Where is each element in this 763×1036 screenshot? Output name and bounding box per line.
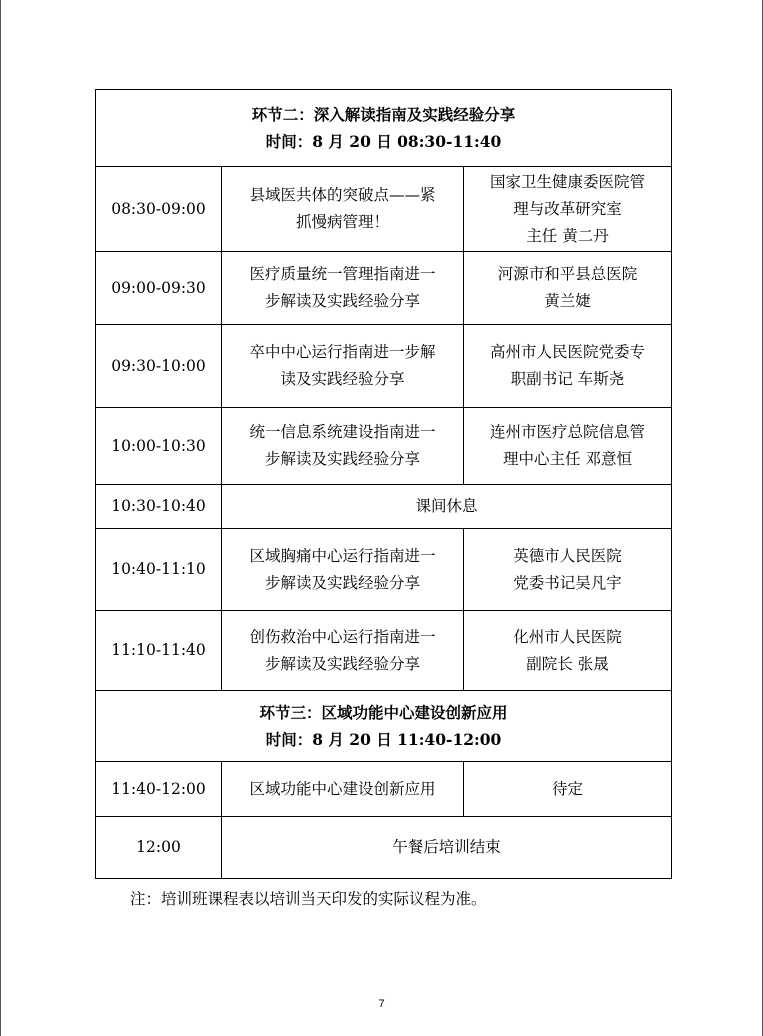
- time-cell: 12:00: [96, 817, 222, 879]
- time-cell: 08:30-09:00: [96, 167, 222, 252]
- topic-line: 步解读及实践经验分享: [264, 573, 420, 592]
- topic-line: 统一信息系统建设指南进一: [249, 423, 436, 441]
- table-row: [96, 408, 672, 485]
- topic-line: 区域胸痛中心运行指南进一: [249, 546, 436, 565]
- table-row: [96, 611, 672, 691]
- time-cell: 09:30-10:00: [96, 325, 222, 408]
- section-header: [96, 691, 672, 762]
- topic-line: 创伤救治中心运行指南进一: [249, 627, 436, 646]
- page-number: 7: [378, 998, 385, 1010]
- speaker-cell: [464, 529, 672, 611]
- topic-cell: [222, 325, 464, 408]
- topic-cell: [222, 252, 464, 325]
- speaker-line: 河源市和平县总医院: [497, 265, 638, 283]
- speaker-line: 理中心主任 邓意恒: [503, 450, 632, 468]
- topic-cell: [222, 529, 464, 611]
- section-header-row: [96, 90, 672, 167]
- section-time: 时间：8 月 20 日 11:40-12:00: [265, 730, 502, 749]
- section-title: 环节二：深入解读指南及实践经验分享: [251, 105, 516, 124]
- topic-cell: [222, 408, 464, 485]
- time-cell: 11:10-11:40: [96, 611, 222, 691]
- section-header-row: [96, 691, 672, 762]
- topic-line: 步解读及实践经验分享: [264, 654, 420, 673]
- table-row: [96, 529, 672, 611]
- speaker-cell: [464, 252, 672, 325]
- time-cell: 10:00-10:30: [96, 408, 222, 485]
- speaker-cell: [464, 167, 672, 252]
- speaker-line: 黄兰婕: [544, 292, 591, 310]
- topic-cell: [222, 611, 464, 691]
- topic-line: 县域医共体的突破点——紧: [249, 186, 436, 204]
- topic-line: 卒中中心运行指南进一步解: [249, 343, 436, 361]
- time-cell: 10:30-10:40: [96, 485, 222, 529]
- section-header: [96, 90, 672, 167]
- time-cell: 11:40-12:00: [96, 762, 222, 817]
- topic-line: 读及实践经验分享: [280, 370, 405, 388]
- table-row: [96, 167, 672, 252]
- speaker-line: 理与改革研究室: [513, 199, 622, 218]
- speaker-line: 职副书记 车斯尧: [510, 370, 625, 388]
- time-cell: 09:00-09:30: [96, 252, 222, 325]
- topic-line: 步解读及实践经验分享: [264, 450, 420, 468]
- speaker-line: 国家卫生健康委医院管: [490, 172, 646, 191]
- section-title: 环节三：区域功能中心建设创新应用: [259, 703, 508, 722]
- footnote: 注：培训班课程表以培训当天印发的实际议程为准。: [130, 890, 487, 908]
- table-row: [96, 762, 672, 817]
- speaker-line: 党委书记吴凡宇: [513, 573, 622, 592]
- speaker-line: 化州市人民医院: [513, 627, 622, 646]
- schedule-table: [95, 89, 672, 879]
- end-label: 午餐后培训结束: [222, 817, 672, 879]
- speaker-line: 主任 黄二丹: [526, 226, 609, 245]
- table-row: [96, 252, 672, 325]
- topic-line: 医疗质量统一管理指南进一: [249, 265, 436, 283]
- topic-line: 抓慢病管理！: [295, 213, 389, 231]
- end-row: [96, 817, 672, 879]
- break-row: [96, 485, 672, 529]
- speaker-line: 副院长 张晟: [526, 654, 609, 673]
- table-row: [96, 325, 672, 408]
- topic-cell: 区域功能中心建设创新应用: [222, 762, 464, 817]
- speaker-cell: [464, 611, 672, 691]
- speaker-cell: [464, 325, 672, 408]
- speaker-line: 连州市医疗总院信息管: [490, 423, 646, 441]
- speaker-line: 高州市人民医院党委专: [490, 343, 646, 361]
- section-time: 时间：8 月 20 日 08:30-11:40: [265, 132, 502, 151]
- page-edge-left: [0, 0, 1, 1036]
- speaker-cell: [464, 408, 672, 485]
- speaker-line: 英德市人民医院: [513, 546, 622, 565]
- topic-line: 步解读及实践经验分享: [264, 292, 420, 310]
- speaker-cell: 待定: [464, 762, 672, 817]
- topic-cell: [222, 167, 464, 252]
- break-label: 课间休息: [222, 485, 672, 529]
- time-cell: 10:40-11:10: [96, 529, 222, 611]
